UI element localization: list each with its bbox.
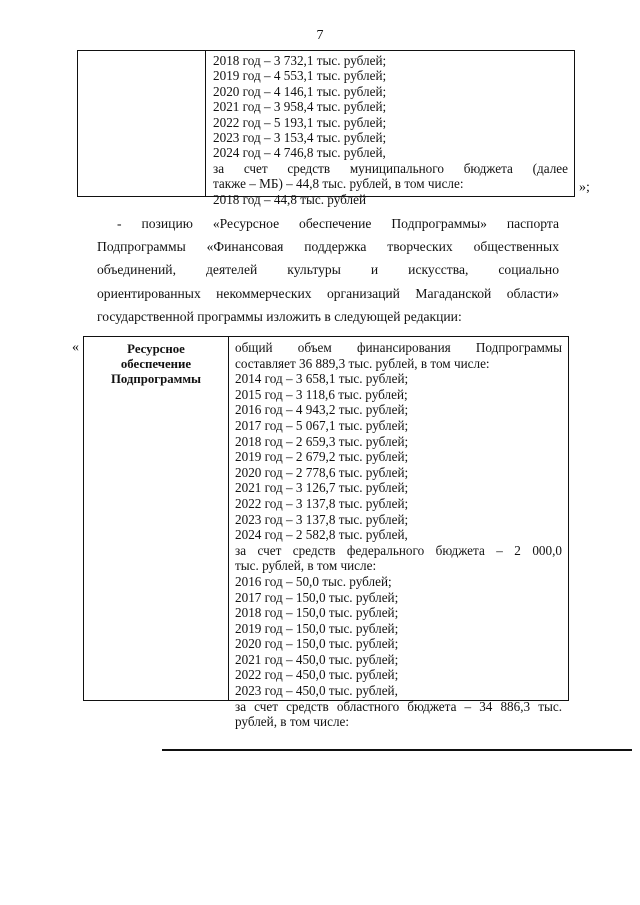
- federal-budget-line: тыс. рублей, в том числе:: [235, 558, 377, 574]
- year-line: 2017 год – 5 067,1 тыс. рублей;: [235, 417, 409, 433]
- municipal-budget-line: за счет средств муниципального бюджета (далее: [213, 160, 568, 176]
- municipal-budget-line: также – МБ) – 44,8 тыс. рублей, в том числе:: [213, 176, 464, 192]
- year-line: 2022 год – 3 137,8 тыс. рублей;: [235, 495, 409, 511]
- regional-budget-line: за счет средств областного бюджета – 34 886,3 тыс.: [235, 698, 562, 714]
- opening-quote: «: [72, 340, 79, 355]
- table-column-divider: [228, 337, 229, 700]
- federal-year-line: 2023 год – 450,0 тыс. рублей,: [235, 683, 398, 699]
- funding-cell: [213, 53, 568, 207]
- resource-header: [84, 342, 228, 387]
- federal-year-line: 2018 год – 150,0 тыс. рублей;: [235, 605, 399, 621]
- header-line: обеспечение: [120, 357, 192, 371]
- paragraph-line: ориентированных некоммерческих организаций Магаданской области»: [97, 285, 559, 301]
- table-column-divider: [205, 51, 206, 196]
- year-line: 2019 год – 2 679,2 тыс. рублей;: [235, 449, 409, 465]
- federal-year-line: 2022 год – 450,0 тыс. рублей;: [235, 667, 399, 683]
- year-line: 2021 год – 3 958,4 тыс. рублей;: [213, 99, 387, 115]
- page-number: 7: [316, 28, 324, 43]
- year-line: 2023 год – 3 153,4 тыс. рублей;: [213, 130, 387, 146]
- paragraph-line: Подпрограммы «Финансовая поддержка творческих общественных: [97, 239, 559, 255]
- funding-table-continued: [77, 50, 575, 207]
- header-line: Ресурсное: [127, 342, 185, 356]
- year-line: 2020 год – 4 146,1 тыс. рублей;: [213, 83, 387, 99]
- resource-table: [83, 336, 569, 730]
- year-line: 2020 год – 2 778,6 тыс. рублей;: [235, 464, 409, 480]
- year-line: 2016 год – 4 943,2 тыс. рублей;: [235, 402, 409, 418]
- resource-cell: [235, 340, 562, 730]
- total-line: составляет 36 889,3 тыс. рублей, в том числе:: [235, 355, 490, 371]
- paragraph-line: государственной программы изложить в следующей редакции:: [97, 308, 462, 324]
- total-line: общий объем финансирования Подпрограммы: [235, 340, 562, 355]
- paragraph-line: объединений, деятелей культуры и искусства, социально: [97, 262, 559, 278]
- header-line: Подпрограммы: [110, 372, 202, 386]
- bottom-rule: [162, 749, 632, 751]
- year-line: 2024 год – 2 582,8 тыс. рублей,: [235, 527, 408, 543]
- municipal-year-line: 2018 год – 44,8 тыс. рублей: [213, 191, 367, 207]
- body-paragraph: [97, 212, 559, 328]
- federal-year-line: 2020 год – 150,0 тыс. рублей;: [235, 636, 399, 652]
- year-line: 2022 год – 5 193,1 тыс. рублей;: [213, 114, 387, 130]
- year-line: 2018 год – 3 732,1 тыс. рублей;: [213, 53, 387, 68]
- federal-budget-line: за счет средств федерального бюджета – 2 000,0: [235, 542, 562, 558]
- year-line: 2015 год – 3 118,6 тыс. рублей;: [235, 386, 408, 402]
- paragraph-line: - позицию «Ресурсное обеспечение Подпрограммы» паспорта: [117, 216, 559, 231]
- federal-year-line: 2017 год – 150,0 тыс. рублей;: [235, 589, 399, 605]
- federal-year-line: 2016 год – 50,0 тыс. рублей;: [235, 573, 392, 589]
- regional-budget-line: рублей, в том числе:: [235, 714, 350, 730]
- year-line: 2024 год – 4 746,8 тыс. рублей,: [213, 145, 386, 161]
- closing-quote: »;: [579, 180, 590, 195]
- year-line: 2023 год – 3 137,8 тыс. рублей;: [235, 511, 409, 527]
- year-line: 2014 год – 3 658,1 тыс. рублей;: [235, 371, 409, 387]
- year-line: 2021 год – 3 126,7 тыс. рублей;: [235, 480, 409, 496]
- year-line: 2018 год – 2 659,3 тыс. рублей;: [235, 433, 409, 449]
- federal-year-line: 2019 год – 150,0 тыс. рублей;: [235, 620, 399, 636]
- federal-year-line: 2021 год – 450,0 тыс. рублей;: [235, 651, 399, 667]
- year-line: 2019 год – 4 553,1 тыс. рублей;: [213, 68, 387, 84]
